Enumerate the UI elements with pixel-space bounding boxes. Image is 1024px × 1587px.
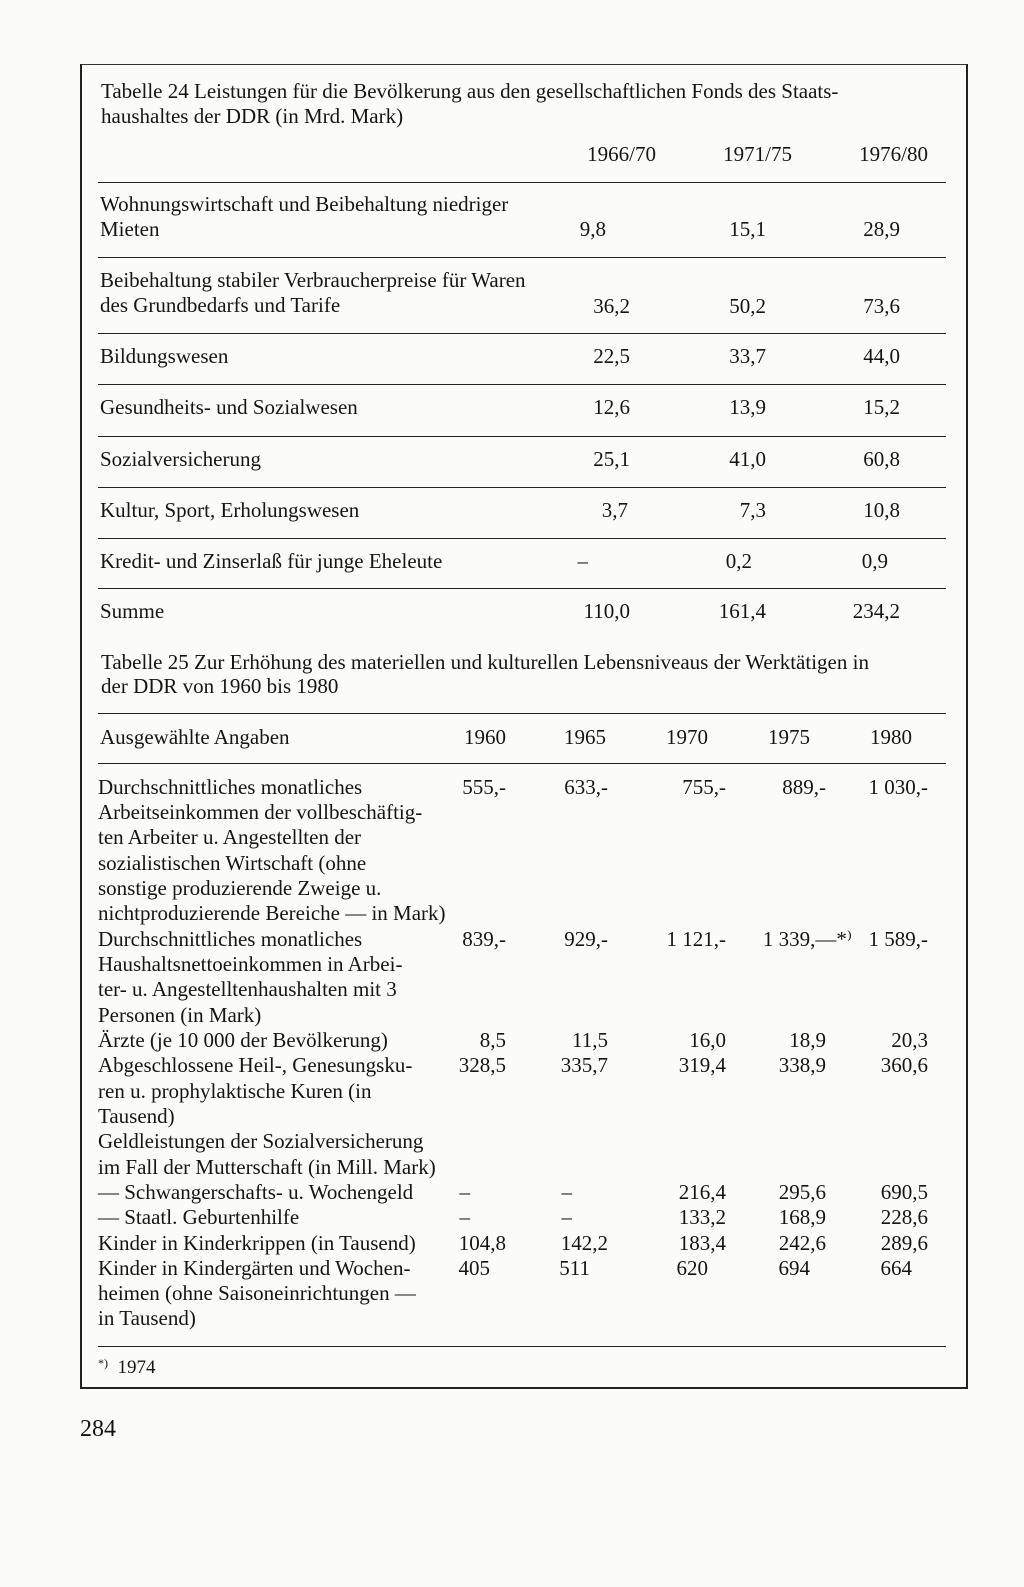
table24-cell: 41,0 (729, 447, 766, 471)
table24-cell: 3,7 (601, 498, 628, 522)
table25-cell: 338,9 (778, 1053, 826, 1077)
table24-row-label: Wohnungswirtschaft und Beibehaltung niedriger (100, 192, 509, 216)
table25-header-label: Ausgewählte Angaben (100, 725, 290, 749)
table24-cell: 22,5 (593, 344, 630, 368)
table25-cell: 694 (778, 1256, 810, 1280)
table25-cell: 405 (458, 1256, 490, 1280)
table25-caption-line2: der DDR von 1960 bis 1980 (101, 674, 339, 698)
table25-cell: 20,3 (891, 1028, 928, 1052)
table25-row-label: ten Arbeiter u. Angestellten der (98, 825, 362, 849)
table25-cell: 839,- (462, 927, 506, 951)
table24-col-header: 1971/75 (723, 142, 792, 166)
table25-cell: 242,6 (778, 1231, 826, 1255)
table25-cell: – (459, 1180, 470, 1204)
table24-row-rule (98, 487, 946, 488)
table25-cell: 1 589,- (868, 927, 928, 951)
table25-cell: 755,- (682, 775, 726, 799)
page-number: 284 (80, 1416, 116, 1442)
table25-cell: – (561, 1205, 572, 1229)
footnote-text: 1974 (117, 1357, 156, 1378)
table25-row-label: — Schwangerschafts- u. Wochengeld (98, 1180, 414, 1204)
table25-cell: 228,6 (880, 1205, 928, 1229)
table24-row-rule (98, 384, 946, 385)
table25-row-label: ren u. prophylaktische Kuren (in (98, 1079, 372, 1103)
table25-cell: 295,6 (778, 1180, 826, 1204)
table25-cell: 8,5 (479, 1028, 506, 1052)
table25-row-label: Abgeschlossene Heil-, Genesungsku- (98, 1053, 413, 1077)
table25-row-label: sonstige produzierende Zweige u. (98, 876, 382, 900)
table24-col-header: 1976/80 (859, 142, 928, 166)
table25-cell: 690,5 (880, 1180, 928, 1204)
table25-cell: 11,5 (572, 1028, 608, 1052)
table24-cell: 60,8 (863, 447, 900, 471)
table25-col-header: 1970 (666, 725, 708, 749)
table24-cell: 161,4 (718, 599, 766, 623)
table25-top-rule (98, 713, 946, 714)
table24-cell: 10,8 (863, 498, 900, 522)
table24-row-label: Gesundheits- und Sozialwesen (100, 395, 358, 419)
table24-row-label: Kredit- und Zinserlaß für junge Eheleute (100, 549, 443, 573)
table25-col-header: 1980 (870, 725, 912, 749)
table24-cell: 12,6 (593, 395, 630, 419)
footnote-mark: *) (98, 1356, 108, 1370)
table24-row-rule (98, 588, 946, 589)
table25-col-header: 1965 (564, 725, 606, 749)
table25-cell: 319,4 (678, 1053, 726, 1077)
table25-col-header: 1975 (768, 725, 810, 749)
table25-cell: 620 (676, 1256, 708, 1280)
table24-row-label: des Grundbedarfs und Tarife (100, 293, 341, 317)
table25-row-label: Kinder in Kinderkrippen (in Tausend) (98, 1231, 416, 1255)
table24-row-label: Kultur, Sport, Erholungswesen (100, 498, 360, 522)
table24-header-rule (98, 182, 946, 183)
table24-cell: – (577, 549, 588, 573)
table25-row-label: Geldleistungen der Sozialversicherung (98, 1129, 424, 1153)
table25-cell: 633,- (564, 775, 608, 799)
table24-cell: 7,3 (739, 498, 766, 522)
table25-row-label: Tausend) (98, 1104, 175, 1128)
table24-cell: 15,1 (729, 217, 766, 241)
table24-row-label: Mieten (100, 217, 160, 241)
table24-row-label: Sozialversicherung (100, 447, 261, 471)
table25-row-label: ter- u. Angestelltenhaushalten mit 3 (98, 977, 397, 1001)
table24-col-header: 1966/70 (587, 142, 656, 166)
table25-cell: 18,9 (789, 1028, 826, 1052)
table24-row-rule (98, 436, 946, 437)
table25-row-label: nichtproduzierende Bereiche — in Mark) (98, 901, 446, 925)
table25-row-label: Ärzte (je 10 000 der Bevölkerung) (98, 1028, 388, 1052)
table24-cell: 0,9 (861, 549, 888, 573)
table25-row-label: im Fall der Mutterschaft (in Mill. Mark) (98, 1155, 436, 1179)
table24-cell: 15,2 (863, 395, 900, 419)
table25-cell: 511 (559, 1256, 590, 1280)
table24-row-rule (98, 333, 946, 334)
table24-cell: 28,9 (863, 217, 900, 241)
table25-cell: 183,4 (678, 1231, 726, 1255)
table24-cell: 73,6 (863, 294, 900, 318)
table24-caption-line1: Tabelle 24 Leistungen für die Bevölkerung aus den gesellschaftlichen Fonds des Staats- (101, 79, 839, 103)
table25-cell: 168,9 (778, 1205, 826, 1229)
footnote (98, 1356, 156, 1379)
table25-cell: 16,0 (689, 1028, 726, 1052)
table24-cell: 44,0 (863, 344, 900, 368)
table25-cell: 929,- (564, 927, 608, 951)
table24-row-rule (98, 538, 946, 539)
table25-cell: 289,6 (880, 1231, 928, 1255)
table25-cell: 360,6 (880, 1053, 928, 1077)
table25-header-rule (98, 763, 946, 764)
table25-cell: 335,7 (560, 1053, 608, 1077)
table25-cell: 216,4 (678, 1180, 726, 1204)
table25-cell: 1 339,—*⁾ (762, 927, 852, 951)
table25-row-label: heimen (ohne Saisoneinrichtungen — (98, 1281, 416, 1305)
table25-row-label: Haushaltsnettoeinkommen in Arbei- (98, 952, 403, 976)
table25-cell: – (561, 1180, 572, 1204)
table25-cell: 1 030,- (868, 775, 928, 799)
table25-cell: 1 121,- (666, 927, 726, 951)
table25-row-label: Personen (in Mark) (98, 1003, 262, 1027)
table24-cell: 25,1 (593, 447, 630, 471)
table24-caption-line2: haushaltes der DDR (in Mrd. Mark) (101, 104, 404, 128)
table24-cell: 33,7 (729, 344, 766, 368)
table24-cell: 0,2 (725, 549, 752, 573)
table25-row-label: sozialistischen Wirtschaft (ohne (98, 851, 367, 875)
table25-cell: 555,- (462, 775, 506, 799)
table24-cell: 9,8 (579, 217, 606, 241)
table24-row-label: Summe (100, 599, 165, 623)
table25-cell: 104,8 (458, 1231, 506, 1255)
table25-cell: – (459, 1205, 470, 1229)
table25-row-label: Arbeitseinkommen der vollbeschäftig- (98, 800, 423, 824)
table24-row-rule (98, 257, 946, 258)
table25-cell: 142,2 (560, 1231, 608, 1255)
table25-row-label: in Tausend) (98, 1306, 196, 1330)
table24-cell: 13,9 (729, 395, 766, 419)
table25-cell: 133,2 (678, 1205, 726, 1229)
table24-cell: 36,2 (593, 294, 630, 318)
table24-cell: 50,2 (729, 294, 766, 318)
table24-row-label: Bildungswesen (100, 344, 229, 368)
table25-cell: 889,- (782, 775, 826, 799)
table25-row-label: — Staatl. Geburtenhilfe (98, 1205, 300, 1229)
table25-row-label: Durchschnittliches monatliches (98, 775, 363, 799)
table24-row-label: Beibehaltung stabiler Verbraucherpreise für Waren (100, 268, 526, 292)
table25-col-header: 1960 (464, 725, 506, 749)
table25-row-label: Kinder in Kindergärten und Wochen- (98, 1256, 411, 1280)
table24-cell: 110,0 (583, 599, 630, 623)
table24-cell: 234,2 (852, 599, 900, 623)
table25-bottom-rule (98, 1346, 946, 1347)
table25-row-label: Durchschnittliches monatliches (98, 927, 363, 951)
table25-cell: 328,5 (458, 1053, 506, 1077)
table25-caption-line1: Tabelle 25 Zur Erhöhung des materiellen und kulturellen Lebensniveaus der Werktätigen in (101, 650, 869, 674)
table25-cell: 664 (880, 1256, 912, 1280)
